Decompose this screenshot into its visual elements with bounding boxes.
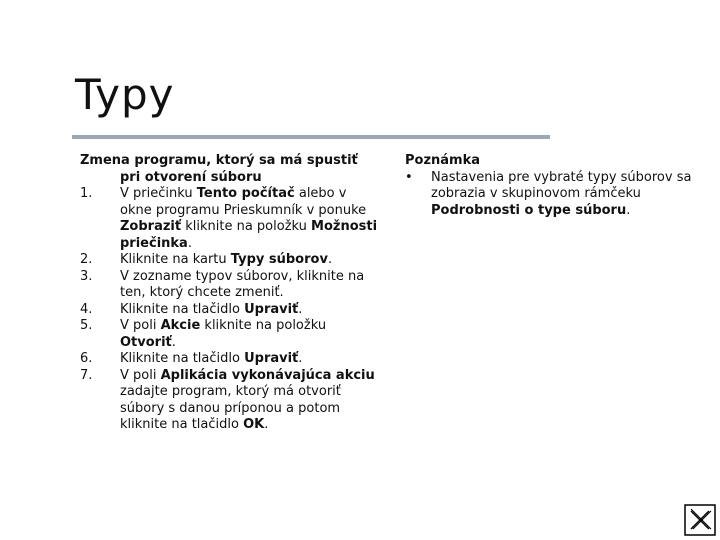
text-run: Kliknite na tlačidlo bbox=[120, 351, 245, 366]
text-run: Kliknite na kartu bbox=[120, 252, 231, 267]
step-number: 4. bbox=[80, 301, 93, 317]
step-item bbox=[80, 318, 380, 351]
bold-term: Upraviť bbox=[244, 301, 299, 317]
note-item bbox=[405, 170, 705, 220]
bold-term: Akcie bbox=[160, 318, 201, 333]
step-item bbox=[80, 186, 380, 252]
bold-term: Podrobnosti o type súboru bbox=[431, 202, 627, 218]
text-run: Kliknite na tlačidlo bbox=[120, 301, 245, 317]
text-run: . bbox=[187, 235, 192, 251]
text-run: . bbox=[327, 252, 333, 267]
close-x-icon[interactable] bbox=[684, 504, 716, 536]
bold-term: Upraviť bbox=[244, 351, 299, 366]
title-divider bbox=[72, 135, 550, 139]
note-text bbox=[431, 170, 705, 220]
step-text bbox=[120, 302, 380, 319]
bold-term: OK bbox=[243, 417, 265, 432]
step-text bbox=[120, 368, 380, 434]
step-item bbox=[80, 252, 380, 269]
instructions-heading: Zmena programu, ktorý sa má spustiť bbox=[80, 153, 358, 168]
step-number: 5. bbox=[80, 318, 93, 333]
text-run: V zozname typov súborov, kliknite na ten, ktorý chcete zmeniť. bbox=[120, 268, 365, 300]
bold-term: Možnosti priečinka bbox=[120, 219, 378, 251]
text-run: . bbox=[298, 351, 303, 366]
note-column bbox=[405, 153, 705, 219]
step-number: 3. bbox=[80, 268, 93, 284]
step-number: 6. bbox=[80, 351, 93, 366]
text-run: V poli bbox=[120, 318, 161, 333]
step-text bbox=[120, 186, 380, 252]
step-item bbox=[80, 351, 380, 368]
text-run: kliknite na položku bbox=[181, 219, 312, 234]
bold-term: Tento počítač bbox=[196, 186, 295, 201]
text-run: . bbox=[264, 417, 269, 432]
steps-list bbox=[80, 186, 380, 434]
step-item bbox=[80, 368, 380, 434]
bold-term: Typy súborov bbox=[230, 252, 328, 267]
step-text bbox=[120, 318, 380, 351]
bold-term: Aplikácia vykonávajúca akciu bbox=[160, 367, 375, 383]
text-run: . bbox=[298, 301, 303, 317]
bold-term: Zobraziť bbox=[120, 219, 182, 234]
text-run: kliknite na položku bbox=[200, 318, 327, 333]
step-item bbox=[80, 302, 380, 319]
step-text bbox=[120, 252, 380, 269]
text-run: V poli bbox=[120, 367, 161, 383]
step-text bbox=[120, 351, 380, 368]
bullet-icon: • bbox=[405, 169, 413, 185]
text-run: V priečinku bbox=[120, 186, 197, 201]
step-item bbox=[80, 269, 380, 302]
page-title: Typy bbox=[75, 70, 175, 119]
bold-term: Otvoriť bbox=[120, 334, 172, 350]
step-number: 7. bbox=[80, 367, 93, 383]
step-text bbox=[120, 269, 380, 302]
step-number: 2. bbox=[80, 252, 93, 267]
text-run: alebo v okne programu Prieskumník v ponuke bbox=[120, 186, 367, 218]
text-run: . bbox=[171, 334, 176, 350]
text-run: . bbox=[626, 202, 631, 218]
step-number: 1. bbox=[80, 186, 93, 201]
instructions-heading-continued: pri otvorení súboru bbox=[120, 169, 262, 185]
note-heading: Poznámka bbox=[405, 153, 481, 168]
text-run: zadajte program, ktorý má otvoriť súbory s danou príponou a potom kliknite na tlačidlo bbox=[120, 384, 341, 432]
instructions-column bbox=[80, 153, 380, 434]
text-run: Nastavenia pre vybraté typy súborov sa zobrazia v skupinovom rámčeku bbox=[431, 169, 692, 201]
